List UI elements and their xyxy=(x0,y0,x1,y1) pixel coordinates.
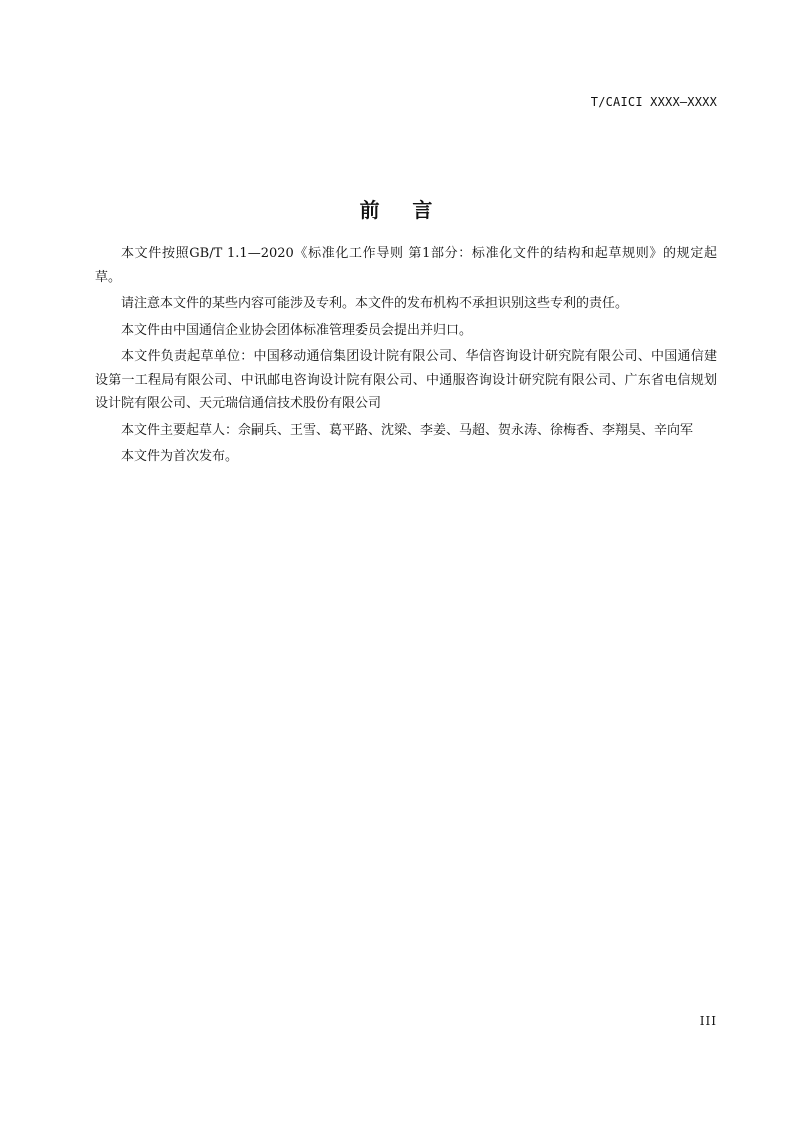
paragraph-first-release: 本文件为首次发布。 xyxy=(121,449,239,464)
page-number: III xyxy=(699,1014,717,1028)
paragraph-drafters: 本文件主要起草人：佘嗣兵、王雪、葛平路、沈梁、李姜、马超、贺永涛、徐梅香、李翔昊、辛向军 xyxy=(121,422,694,438)
paragraph-drafting-rules: 本文件按照GB/T 1.1—2020《标准化工作导则 第1部分：标准化文件的结构和起草规则》的规定起草。 xyxy=(95,246,717,285)
paragraph-proposer: 本文件由中国通信企业协会团体标准管理委员会提出并归口。 xyxy=(121,322,473,338)
paragraph-patent-notice: 请注意本文件的某些内容可能涉及专利。本文件的发布机构不承担识别这些专利的责任。 xyxy=(121,296,629,311)
page-title: 前 言 xyxy=(359,198,434,222)
paragraph-drafting-organizations: 本文件负责起草单位：中国移动通信集团设计院有限公司、华信咨询设计研究院有限公司、中国通信建设第一工程局有限公司、中讯邮电咨询设计院有限公司、中通服咨询设计研究院有限公司、广东省电信规划设计院有限公司、天元瑞信通信技术股份有限公司 xyxy=(95,349,717,411)
foreword-body xyxy=(95,242,717,472)
document-code: T/CAICI XXXX—XXXX xyxy=(590,95,717,109)
